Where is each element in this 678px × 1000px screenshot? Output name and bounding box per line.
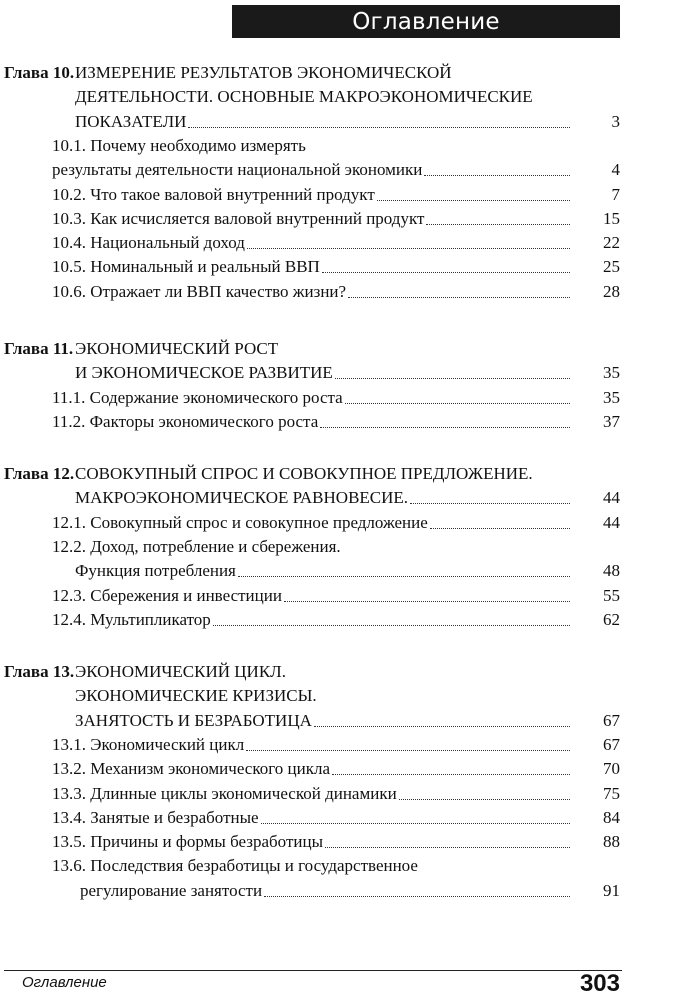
page-number: 3 xyxy=(611,111,620,131)
chapter-title-entry[interactable] xyxy=(75,362,572,384)
page-number: 55 xyxy=(603,585,620,605)
leader-dots xyxy=(426,224,570,225)
chapter-title-line: ИЗМЕРЕНИЕ РЕЗУЛЬТАТОВ ЭКОНОМИЧЕСКОЙ xyxy=(75,63,452,82)
section-title-line: 13.2. Механизм экономического цикла xyxy=(52,759,331,779)
leader-dots xyxy=(261,823,570,824)
section-entry[interactable] xyxy=(52,609,572,631)
chapter-title-line: ЭКОНОМИЧЕСКИЙ РОСТ xyxy=(75,339,279,358)
section-title-line: 10.5. Номинальный и реальный ВВП xyxy=(52,257,320,277)
section-entry[interactable] xyxy=(52,256,572,278)
section-title-line: 12.2. Доход, потребление и сбережения. xyxy=(52,536,341,556)
page-number: 75 xyxy=(603,783,620,803)
section-entry[interactable] xyxy=(52,232,572,254)
page-number: 44 xyxy=(603,512,620,532)
leader-dots xyxy=(377,200,570,201)
page-number: 70 xyxy=(603,759,620,779)
section-title-line: 13.3. Длинные циклы экономической динамики xyxy=(52,783,397,803)
leader-dots xyxy=(264,896,570,897)
chapter-label: Глава 10. xyxy=(4,63,75,82)
section-title-line: 11.2. Факторы экономического роста xyxy=(52,411,319,431)
chapter-title-line: ЭКОНОМИЧЕСКИЙ ЦИКЛ. xyxy=(75,662,286,681)
section-title-line: 13.4. Занятые и безработные xyxy=(52,807,259,827)
section-entry[interactable] xyxy=(52,184,572,206)
chapter-title-line: ЭКОНОМИЧЕСКИЕ КРИЗИСЫ. xyxy=(75,686,317,706)
chapter-label: Глава 12. xyxy=(4,464,75,483)
section-title-line: 10.3. Как исчисляется валовой внутренний продукт xyxy=(52,208,425,228)
chapter-title-line: ЗАНЯТОСТЬ И БЕЗРАБОТИЦА xyxy=(75,710,312,730)
page-number: 84 xyxy=(603,807,620,827)
chapter-label: Глава 13. xyxy=(4,662,75,681)
page-number: 15 xyxy=(603,208,620,228)
section-title-line: результаты деятельности национальной экономики xyxy=(52,160,423,180)
chapter-title-line: МАКРОЭКОНОМИЧЕСКОЕ РАВНОВЕСИЕ. xyxy=(75,488,409,508)
page-number: 22 xyxy=(603,233,620,253)
chapter-title-entry[interactable] xyxy=(75,111,572,133)
leader-dots xyxy=(246,750,570,751)
section-entry[interactable] xyxy=(52,585,572,607)
leader-dots xyxy=(430,528,570,529)
chapter-title-line: ДЕЯТЕЛЬНОСТИ. ОСНОВНЫЕ МАКРОЭКОНОМИЧЕСКИЕ xyxy=(75,87,533,107)
leader-dots xyxy=(320,427,570,428)
page-header-band xyxy=(232,5,620,38)
page-number: 67 xyxy=(603,710,620,730)
page-number: 62 xyxy=(603,609,620,629)
footer-title: Оглавление xyxy=(22,974,107,991)
page-number: 44 xyxy=(603,488,620,508)
page-number: 88 xyxy=(603,832,620,852)
section-entry[interactable] xyxy=(52,831,572,853)
page-number: 91 xyxy=(603,880,620,900)
section-title-line: 12.1. Совокупный спрос и совокупное предложение xyxy=(52,512,428,532)
leader-dots xyxy=(348,297,570,298)
section-entry[interactable] xyxy=(52,807,572,829)
leader-dots xyxy=(238,576,570,577)
section-title-line: 10.4. Национальный доход xyxy=(52,233,245,253)
section-entry[interactable] xyxy=(52,281,572,303)
section-entry[interactable] xyxy=(52,208,572,230)
page-number: 28 xyxy=(603,281,620,301)
leader-dots xyxy=(213,625,570,626)
leader-dots xyxy=(247,248,570,249)
leader-dots xyxy=(188,127,570,128)
section-title-line: 12.4. Мультипликатор xyxy=(52,609,211,629)
section-entry[interactable] xyxy=(52,512,572,534)
footer-page-number: 303 xyxy=(579,970,620,997)
header-title: Оглавление xyxy=(352,8,500,35)
section-title-line: 10.2. Что такое валовой внутренний продукт xyxy=(52,184,375,204)
section-title-line: 10.6. Отражает ли ВВП качество жизни? xyxy=(52,281,347,301)
leader-dots xyxy=(322,272,570,273)
leader-dots xyxy=(314,726,570,727)
section-title-line: регулирование занятости xyxy=(80,880,263,900)
leader-dots xyxy=(399,799,570,800)
section-entry[interactable] xyxy=(52,387,572,409)
chapter-title-line: ПОКАЗАТЕЛИ xyxy=(75,111,187,131)
section-title-line: 13.1. Экономический цикл xyxy=(52,734,245,754)
section-entry[interactable] xyxy=(52,734,572,756)
page-number: 67 xyxy=(603,734,620,754)
leader-dots xyxy=(325,847,570,848)
leader-dots xyxy=(424,175,570,176)
section-title-line: Функция потребления xyxy=(75,561,236,581)
section-entry[interactable] xyxy=(52,783,572,805)
page-number: 48 xyxy=(603,561,620,581)
leader-dots xyxy=(335,378,570,379)
section-entry[interactable] xyxy=(52,758,572,780)
section-title-line: 12.3. Сбережения и инвестиции xyxy=(52,585,282,605)
page-number: 37 xyxy=(603,411,620,431)
section-entry[interactable] xyxy=(52,159,572,181)
section-title-line: 13.5. Причины и формы безработицы xyxy=(52,832,323,852)
leader-dots xyxy=(410,503,570,504)
page-number: 25 xyxy=(603,257,620,277)
page-number: 7 xyxy=(611,184,620,204)
chapter-title-entry[interactable] xyxy=(75,710,572,732)
chapter-title-line: И ЭКОНОМИЧЕСКОЕ РАЗВИТИЕ xyxy=(75,363,333,383)
chapter-label: Глава 11. xyxy=(4,339,74,358)
leader-dots xyxy=(345,403,570,404)
section-entry[interactable] xyxy=(75,560,572,582)
section-title-line: 10.1. Почему необходимо измерять xyxy=(52,135,306,155)
page-number: 4 xyxy=(611,160,620,180)
leader-dots xyxy=(332,774,570,775)
section-entry[interactable] xyxy=(52,411,572,433)
page-number: 35 xyxy=(603,387,620,407)
section-entry[interactable] xyxy=(80,880,572,902)
leader-dots xyxy=(284,601,570,602)
section-title-line: 11.1. Содержание экономического роста xyxy=(52,387,343,407)
section-title-line: 13.6. Последствия безработицы и государственное xyxy=(52,856,418,876)
footer-divider xyxy=(4,970,622,971)
chapter-title-entry[interactable] xyxy=(75,487,572,509)
chapter-title-line: СОВОКУПНЫЙ СПРОС И СОВОКУПНОЕ ПРЕДЛОЖЕНИЕ. xyxy=(75,464,533,483)
page-number: 35 xyxy=(603,363,620,383)
